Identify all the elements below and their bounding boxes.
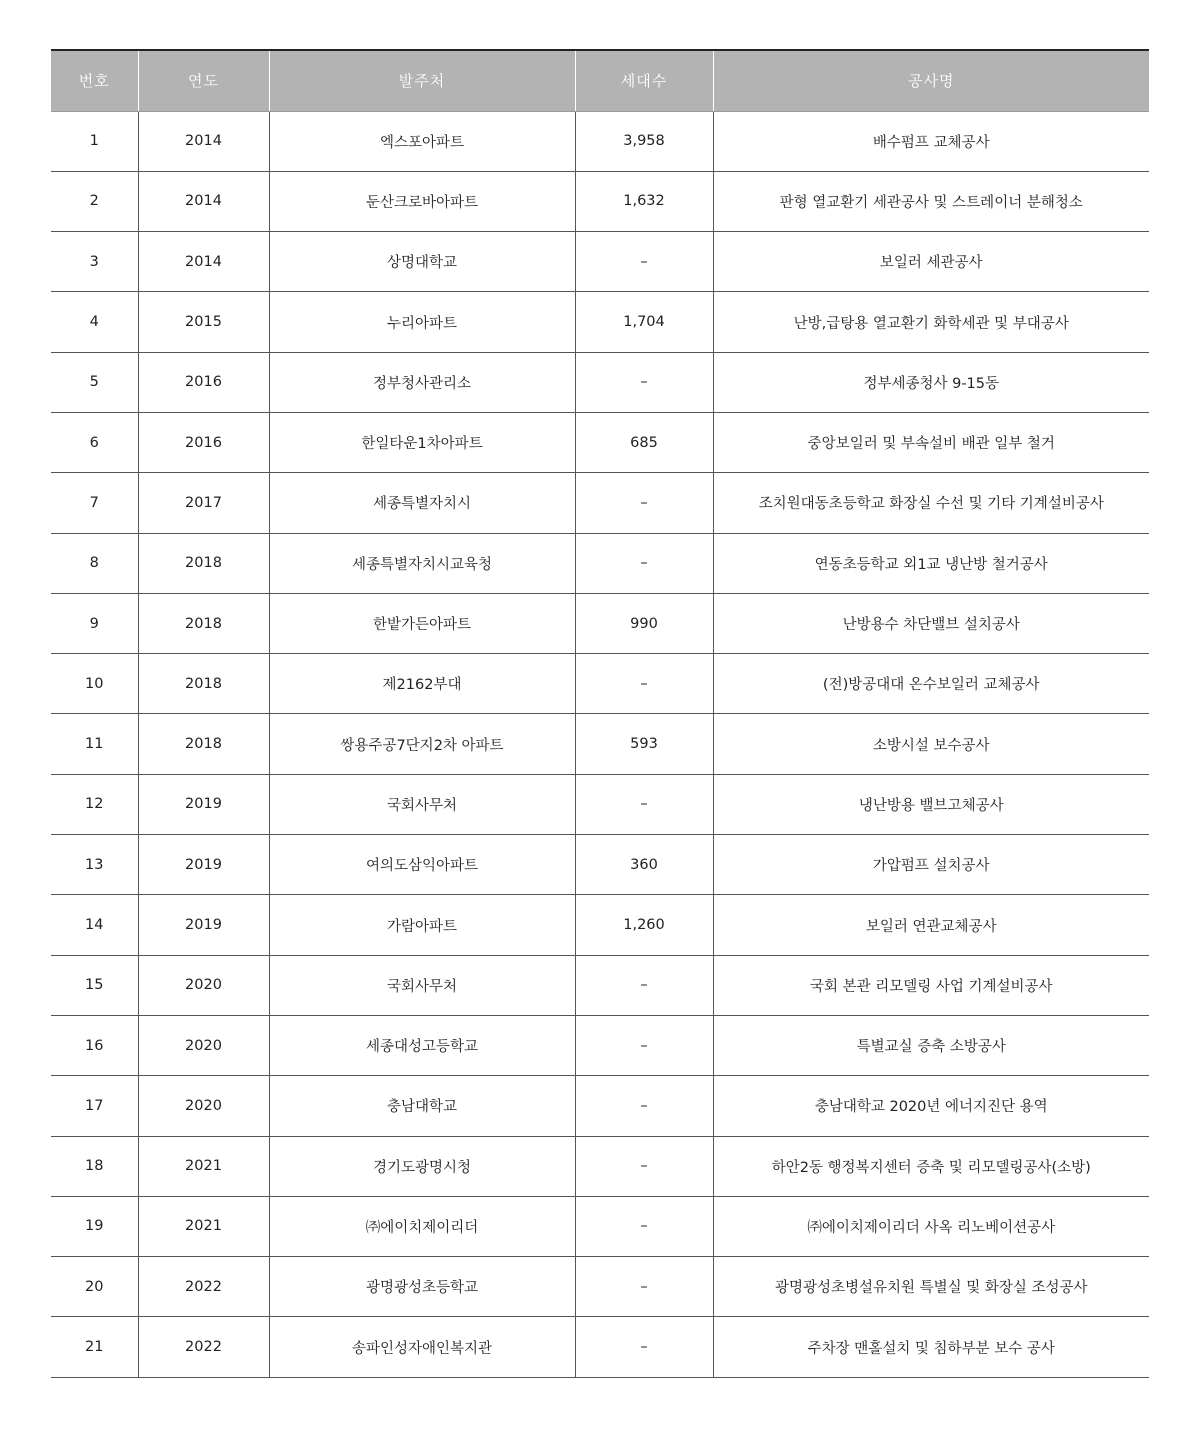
cell-number: 8 [51,533,138,593]
cell-households: – [575,1317,713,1377]
cell-client: 세종특별자치시교육청 [269,533,575,593]
table-header-row [51,50,1149,111]
cell-number: 2 [51,171,138,231]
table-row [51,473,1149,533]
cell-project-name: 연동초등학교 외1교 냉난방 철거공사 [713,533,1149,593]
cell-project-name: (전)방공대대 온수보일러 교체공사 [713,654,1149,714]
table-body [51,111,1149,1377]
cell-year: 2018 [138,533,269,593]
cell-year: 2016 [138,412,269,472]
cell-year: 2017 [138,473,269,533]
cell-number: 11 [51,714,138,774]
header-households: 세대수 [575,50,713,111]
cell-number: 17 [51,1076,138,1136]
cell-year: 2018 [138,714,269,774]
cell-client: 한일타운1차아파트 [269,412,575,472]
table-row [51,232,1149,292]
cell-households: – [575,1076,713,1136]
cell-households: – [575,1196,713,1256]
table-row [51,835,1149,895]
cell-households: – [575,654,713,714]
cell-year: 2019 [138,895,269,955]
cell-year: 2020 [138,1076,269,1136]
cell-number: 1 [51,111,138,171]
table-header [51,50,1149,111]
cell-project-name: 난방용수 차단밸브 설치공사 [713,593,1149,653]
table-row [51,352,1149,412]
table-row [51,412,1149,472]
cell-households: 3,958 [575,111,713,171]
table-row [51,533,1149,593]
cell-number: 14 [51,895,138,955]
cell-households: – [575,955,713,1015]
cell-client: 정부청사관리소 [269,352,575,412]
table-row [51,1136,1149,1196]
table-row [51,774,1149,834]
cell-year: 2022 [138,1317,269,1377]
cell-client: 여의도삼익아파트 [269,835,575,895]
table-row [51,111,1149,171]
cell-client: 충남대학교 [269,1076,575,1136]
cell-client: 송파인성자애인복지관 [269,1317,575,1377]
cell-year: 2015 [138,292,269,352]
cell-year: 2018 [138,654,269,714]
cell-client: 국회사무처 [269,774,575,834]
table-row [51,171,1149,231]
cell-project-name: 주차장 맨홀설치 및 침하부분 보수 공사 [713,1317,1149,1377]
cell-project-name: 보일러 세관공사 [713,232,1149,292]
cell-client: 광명광성초등학교 [269,1257,575,1317]
cell-year: 2019 [138,835,269,895]
cell-number: 16 [51,1015,138,1075]
cell-number: 18 [51,1136,138,1196]
table-row [51,654,1149,714]
cell-households: 990 [575,593,713,653]
cell-households: – [575,1257,713,1317]
cell-client: 둔산크로바아파트 [269,171,575,231]
cell-project-name: 국회 본관 리모델링 사업 기계설비공사 [713,955,1149,1015]
cell-project-name: 가압펌프 설치공사 [713,835,1149,895]
cell-client: 누리아파트 [269,292,575,352]
cell-year: 2019 [138,774,269,834]
cell-households: 1,632 [575,171,713,231]
cell-number: 10 [51,654,138,714]
cell-client: 제2162부대 [269,654,575,714]
header-year: 연도 [138,50,269,111]
table-row [51,1196,1149,1256]
cell-year: 2020 [138,955,269,1015]
cell-client: 세종특별자치시 [269,473,575,533]
table-row [51,1257,1149,1317]
cell-households: – [575,1015,713,1075]
cell-number: 3 [51,232,138,292]
table-row [51,955,1149,1015]
cell-client: 경기도광명시청 [269,1136,575,1196]
cell-project-name: 충남대학교 2020년 에너지진단 용역 [713,1076,1149,1136]
cell-households: – [575,352,713,412]
table-row [51,1076,1149,1136]
cell-households: 1,260 [575,895,713,955]
cell-number: 12 [51,774,138,834]
cell-households: 685 [575,412,713,472]
cell-project-name: 정부세종청사 9-15동 [713,352,1149,412]
cell-client: 세종대성고등학교 [269,1015,575,1075]
cell-project-name: 보일러 연관교체공사 [713,895,1149,955]
cell-project-name: ㈜에이치제이리더 사옥 리노베이션공사 [713,1196,1149,1256]
cell-year: 2016 [138,352,269,412]
cell-households: 593 [575,714,713,774]
cell-year: 2022 [138,1257,269,1317]
cell-number: 6 [51,412,138,472]
cell-project-name: 하안2동 행정복지센터 증축 및 리모델링공사(소방) [713,1136,1149,1196]
cell-project-name: 조치원대동초등학교 화장실 수선 및 기타 기계설비공사 [713,473,1149,533]
cell-year: 2021 [138,1196,269,1256]
cell-project-name: 판형 열교환기 세관공사 및 스트레이너 분해청소 [713,171,1149,231]
cell-number: 13 [51,835,138,895]
cell-project-name: 난방,급탕용 열교환기 화학세관 및 부대공사 [713,292,1149,352]
cell-year: 2014 [138,171,269,231]
cell-households: – [575,232,713,292]
table-row [51,1317,1149,1377]
cell-client: 엑스포아파트 [269,111,575,171]
cell-project-name: 배수펌프 교체공사 [713,111,1149,171]
cell-number: 5 [51,352,138,412]
cell-number: 20 [51,1257,138,1317]
cell-client: 상명대학교 [269,232,575,292]
cell-client: 국회사무처 [269,955,575,1015]
project-history-table-wrapper [51,49,1149,1378]
table-row [51,292,1149,352]
header-number: 번호 [51,50,138,111]
cell-year: 2018 [138,593,269,653]
cell-number: 21 [51,1317,138,1377]
cell-number: 4 [51,292,138,352]
table-row [51,895,1149,955]
cell-client: 쌍용주공7단지2차 아파트 [269,714,575,774]
cell-households: – [575,774,713,834]
table-row [51,714,1149,774]
cell-year: 2014 [138,111,269,171]
cell-project-name: 특별교실 증축 소방공사 [713,1015,1149,1075]
cell-number: 19 [51,1196,138,1256]
cell-project-name: 소방시설 보수공사 [713,714,1149,774]
cell-households: 360 [575,835,713,895]
cell-client: ㈜에이치제이리더 [269,1196,575,1256]
table-row [51,1015,1149,1075]
cell-number: 9 [51,593,138,653]
table-row [51,593,1149,653]
cell-households: 1,704 [575,292,713,352]
cell-households: – [575,473,713,533]
cell-client: 한밭가든아파트 [269,593,575,653]
header-project-name: 공사명 [713,50,1149,111]
cell-client: 가람아파트 [269,895,575,955]
cell-year: 2020 [138,1015,269,1075]
cell-households: – [575,1136,713,1196]
cell-project-name: 냉난방용 밸브고체공사 [713,774,1149,834]
cell-year: 2021 [138,1136,269,1196]
cell-number: 15 [51,955,138,1015]
header-client: 발주처 [269,50,575,111]
cell-year: 2014 [138,232,269,292]
cell-number: 7 [51,473,138,533]
cell-project-name: 광명광성초병설유치원 특별실 및 화장실 조성공사 [713,1257,1149,1317]
cell-project-name: 중앙보일러 및 부속설비 배관 일부 철거 [713,412,1149,472]
cell-households: – [575,533,713,593]
project-history-table [51,49,1149,1378]
